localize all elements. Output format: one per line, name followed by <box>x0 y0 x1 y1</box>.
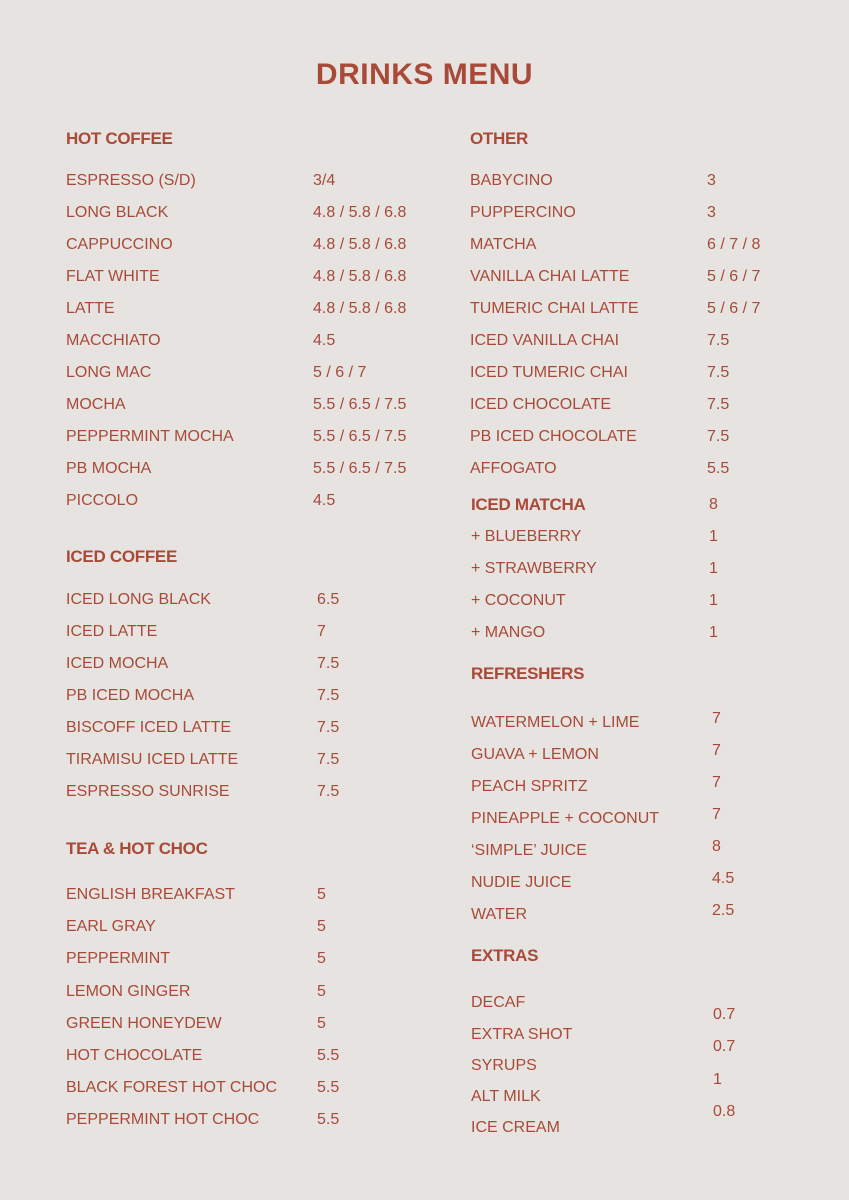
menu-item-name: ENGLISH BREAKFAST <box>66 886 235 903</box>
menu-item-price: 7.5 <box>317 783 340 800</box>
menu-item-price: 5 <box>317 918 326 935</box>
menu-item-price: 5 <box>317 1015 326 1032</box>
menu-item-name: PB ICED CHOCOLATE <box>470 428 637 445</box>
menu-item-name: PICCOLO <box>66 492 139 509</box>
section-heading-tea-hot-choc: TEA & HOT CHOC <box>66 839 208 858</box>
addon-item-price: 1 <box>709 560 718 577</box>
extra-item-price: 0.8 <box>713 1103 736 1120</box>
section-heading-hot-coffee: HOT COFFEE <box>66 129 173 148</box>
menu-item-name: ICED TUMERIC CHAI <box>470 364 628 381</box>
menu-item-name: TUMERIC CHAI LATTE <box>470 300 639 317</box>
menu-item-price: 3 <box>707 172 716 189</box>
menu-item-name: TIRAMISU ICED LATTE <box>66 751 239 768</box>
addon-item-name: + STRAWBERRY <box>471 560 597 577</box>
menu-item-name: ICED LONG BLACK <box>66 591 211 608</box>
menu-item-price: 6.5 <box>317 591 340 608</box>
iced-matcha-price: 8 <box>709 496 718 513</box>
menu-item-name: BISCOFF ICED LATTE <box>66 719 232 736</box>
menu-item-price: 4.8 / 5.8 / 6.8 <box>313 300 407 317</box>
menu-item-name: BLACK FOREST HOT CHOC <box>66 1079 277 1096</box>
menu-item-price: 2.5 <box>712 902 735 919</box>
menu-item-name: BABYCINO <box>470 172 553 189</box>
menu-item-price: 5 <box>317 950 326 967</box>
menu-item-name: VANILLA CHAI LATTE <box>470 268 630 285</box>
menu-item-price: 7 <box>712 710 721 727</box>
menu-item-price: 4.5 <box>313 332 336 349</box>
menu-item-name: LATTE <box>66 300 115 317</box>
addon-item-name: + MANGO <box>471 624 546 641</box>
menu-item-name: GUAVA + LEMON <box>471 746 599 763</box>
addon-item-price: 1 <box>709 592 718 609</box>
menu-item-name: PB MOCHA <box>66 460 152 477</box>
addon-item-name: + BLUEBERRY <box>471 528 582 545</box>
menu-item-name: ICED VANILLA CHAI <box>470 332 620 349</box>
menu-item-price: 5.5 <box>317 1079 340 1096</box>
addon-item-price: 1 <box>709 624 718 641</box>
menu-item-name: ICED LATTE <box>66 623 158 640</box>
menu-item-name: PB ICED MOCHA <box>66 687 195 704</box>
menu-item-price: 5.5 <box>317 1111 340 1128</box>
section-heading-iced-matcha: ICED MATCHA <box>471 495 586 514</box>
menu-item-price: 7.5 <box>317 719 340 736</box>
menu-item-name: MOCHA <box>66 396 126 413</box>
menu-item-name: MACCHIATO <box>66 332 161 349</box>
menu-item-price: 3 <box>707 204 716 221</box>
menu-item-price: 7 <box>317 623 326 640</box>
menu-item-price: 8 <box>712 838 721 855</box>
menu-item-name: PEACH SPRITZ <box>471 778 588 795</box>
section-heading-refreshers: REFRESHERS <box>471 664 585 683</box>
extra-item-name: SYRUPS <box>471 1057 537 1074</box>
addon-item-price: 1 <box>709 528 718 545</box>
extra-item-name: ALT MILK <box>471 1088 541 1105</box>
menu-item-name: PEPPERMINT MOCHA <box>66 428 234 445</box>
menu-item-name: MATCHA <box>470 236 537 253</box>
menu-item-name: GREEN HONEYDEW <box>66 1015 222 1032</box>
menu-item-price: 5.5 <box>317 1047 340 1064</box>
menu-item-price: 7 <box>712 742 721 759</box>
menu-item-name: LONG BLACK <box>66 204 169 221</box>
menu-item-price: 5 <box>317 983 326 1000</box>
menu-item-price: 7.5 <box>707 364 730 381</box>
menu-item-name: PEPPERMINT <box>66 950 171 967</box>
menu-item-price: 3/4 <box>313 172 336 189</box>
menu-item-name: ESPRESSO (S/D) <box>66 172 196 189</box>
extra-item-name: ICE CREAM <box>471 1119 560 1136</box>
menu-item-name: ICED MOCHA <box>66 655 169 672</box>
menu-item-name: ‘SIMPLE’ JUICE <box>471 842 587 859</box>
menu-item-price: 4.8 / 5.8 / 6.8 <box>313 268 407 285</box>
extra-item-name: DECAF <box>471 994 526 1011</box>
menu-item-name: NUDIE JUICE <box>471 874 572 891</box>
menu-item-price: 7 <box>712 806 721 823</box>
menu-item-price: 5.5 <box>707 460 730 477</box>
menu-item-name: FLAT WHITE <box>66 268 160 285</box>
extra-item-price: 0.7 <box>713 1038 736 1055</box>
menu-item-price: 7.5 <box>317 655 340 672</box>
menu-item-price: 5 <box>317 886 326 903</box>
menu-item-price: 7.5 <box>707 332 730 349</box>
menu-item-name: AFFOGATO <box>470 460 557 477</box>
menu-item-name: WATER <box>471 906 527 923</box>
menu-item-name: WATERMELON + LIME <box>471 714 640 731</box>
menu-item-price: 6 / 7 / 8 <box>707 236 761 253</box>
menu-item-price: 7 <box>712 774 721 791</box>
menu-item-price: 7.5 <box>707 396 730 413</box>
section-heading-iced-coffee: ICED COFFEE <box>66 547 177 566</box>
menu-item-name: PINEAPPLE + COCONUT <box>471 810 660 827</box>
menu-item-name: ESPRESSO SUNRISE <box>66 783 230 800</box>
menu-item-price: 4.5 <box>313 492 336 509</box>
menu-item-name: HOT CHOCOLATE <box>66 1047 203 1064</box>
menu-item-name: CAPPUCCINO <box>66 236 173 253</box>
menu-item-price: 4.8 / 5.8 / 6.8 <box>313 236 407 253</box>
menu-title: DRINKS MENU <box>315 58 534 91</box>
section-heading-extras: EXTRAS <box>471 946 539 965</box>
menu-item-price: 5.5 / 6.5 / 7.5 <box>313 460 407 477</box>
menu-item-price: 5.5 / 6.5 / 7.5 <box>313 428 407 445</box>
menu-item-price: 7.5 <box>317 687 340 704</box>
menu-item-price: 5 / 6 / 7 <box>707 300 761 317</box>
menu-item-name: PEPPERMINT HOT CHOC <box>66 1111 260 1128</box>
menu-item-price: 7.5 <box>317 751 340 768</box>
menu-item-price: 4.5 <box>712 870 735 887</box>
menu-item-price: 4.8 / 5.8 / 6.8 <box>313 204 407 221</box>
menu-item-price: 5 / 6 / 7 <box>313 364 367 381</box>
extra-item-name: EXTRA SHOT <box>471 1026 573 1043</box>
menu-item-price: 5 / 6 / 7 <box>707 268 761 285</box>
extra-item-price: 1 <box>713 1071 722 1088</box>
menu-item-name: EARL GRAY <box>66 918 156 935</box>
section-heading-other: OTHER <box>470 129 529 148</box>
menu-item-name: LONG MAC <box>66 364 152 381</box>
extra-item-price: 0.7 <box>713 1006 736 1023</box>
menu-item-name: PUPPERCINO <box>470 204 576 221</box>
menu-item-price: 5.5 / 6.5 / 7.5 <box>313 396 407 413</box>
addon-item-name: + COCONUT <box>471 592 566 609</box>
menu-item-price: 7.5 <box>707 428 730 445</box>
menu-item-name: LEMON GINGER <box>66 983 191 1000</box>
menu-item-name: ICED CHOCOLATE <box>470 396 612 413</box>
